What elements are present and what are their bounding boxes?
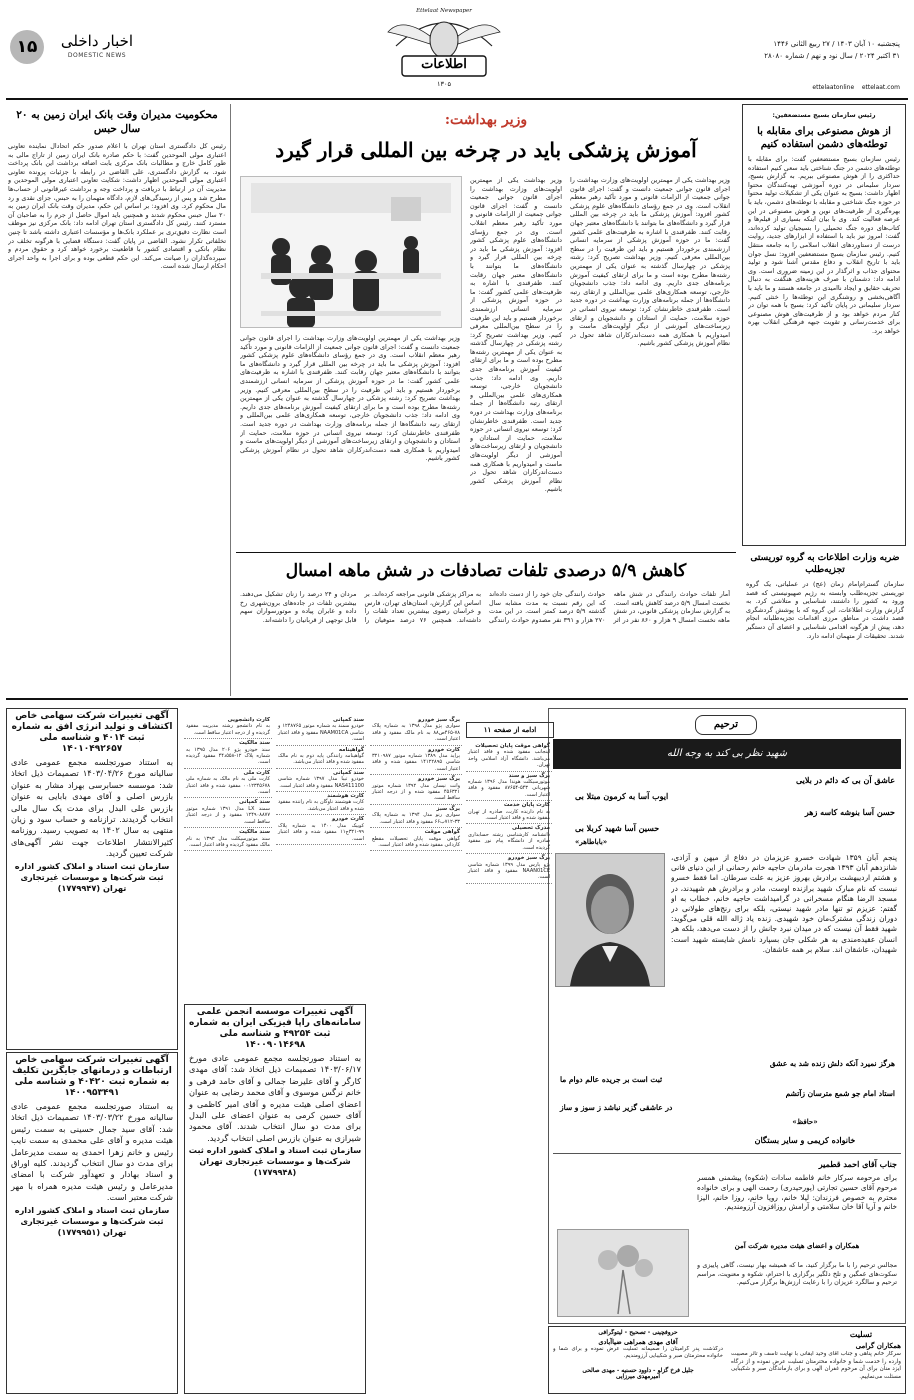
obituary-banner-text: شهید نظر بی کند به وجه الله [667, 748, 787, 759]
condolence-right-col [553, 1329, 723, 1391]
classified-notice [276, 792, 366, 815]
notice-heading: کارت دانشجویی [227, 717, 270, 723]
notices-col-3 [276, 716, 366, 996]
notices-col-2 [370, 716, 462, 1322]
notice-text: سواری رنو مدل ۱۳۹۴ به شماره پلاک ۳۳-۷۱۲ب۶۶ مفقود و فاقد اعتبار است. [372, 812, 460, 825]
social-handle-1[interactable]: ettelaatonline [812, 84, 855, 91]
newspaper-logo [382, 6, 506, 90]
classified-notice [466, 854, 552, 884]
condolence-title: تسلیت [849, 1329, 873, 1339]
funeral-company-ad: مجالس ترحیم را با ما برگزار کنید، ما که همیشه بهار نیست، گاهی پاییزی و سکوت‌های غمگین و تلخ دلگیر برگزاری با احترام، شکوه و معنویت، مراسم ترحیم و سالگرد عزیزان را با رعایت ارزش‌ها برگزار می‌کنیم. [697, 1261, 897, 1287]
obituary-body: پنجم آبان ۱۳۵۹ شهادت خسرو عزیزمان در دفاع از میهن و آزادی، شانزدهم آبان ۱۳۹۳ هجرت مادرمان حاجیه خانم رحمانی از این دنیای فانی و هشتم اردیبهشت برادرش بهروز عزیز به علت سرطان. اما فقط خسرو نبست که نام مبارک شهید برازنده اوست، مادر و برادرش هم شهیدند، در مسجد الرضا هنگام مسخرانی در گرامیداشت حاجیه خانم، خطاب به او گفتم: عزیزم تو تنها مادر شهید نیستی، بلکه برای رنج‌های طولانی در دوران زندگی مشترک‌مان خود شهیدی. زنده یاد ژاله الله قلی می‌گوید: شهید فقط آن نیست که در میدان نبرد جانش را از دست می‌دهد، بلکه هر انسان عقیده‌مندی به هر شکلی جان بسپارد نامش شایسته شهید است: شهیدان، عاشقان اند. سلام بر همه عاشقان. [671, 853, 897, 954]
classified-notice [184, 769, 272, 799]
notice-text: وانت نیسان مدل ۱۳۹۲ شماره موتور ۴۵۶۳۲۱ مفقود شده و از درجه اعتبار ساقط است. [372, 782, 460, 802]
classified-notice [276, 746, 366, 769]
classified-notice [370, 828, 462, 851]
logo-year: ۱۳۰۵ [437, 80, 451, 88]
obituary-box [548, 708, 906, 1324]
ad-3-title: آگهی تغییرات موسسه انجمن علمی سامانه‌های راپا فیزیکی ایران به شماره ثبت ۴۹۲۵۴ و شناسه ملی ۱۴۰۰۹۰۱۴۶۹۸ [189, 1007, 361, 1050]
flower-bouquet-icon [558, 1230, 688, 1316]
tourism-body: سازمان گسترام‌امام زمان (عج) در عملیاتی، یک گروه توریستی تجزیه‌طلب وابسته به رژیم صهیونیستی که قصد ورود به کشور را داشتند، شناسایی و متلاشی کرد. به گزارش وزارت اطلاعات، این گروه که با پوشش گردشگری قصد داشت در مناطق مرزی اقدامات تجزیه‌طلبانه انجام دهد، پیش از هرگونه اقدامی شناسایی و اعضای آن دستگیر شدند. تحقیقات از متهمان ادامه دارد. [746, 580, 904, 640]
page-number: ۱۵ [16, 37, 38, 57]
notice-heading: برگ سبز [436, 805, 460, 812]
classified-notice [184, 716, 272, 739]
portrait-photo-icon [556, 854, 664, 986]
classified-notice [370, 775, 462, 805]
tribute-sign: همکاران و اعضای هیئت مدیره شرکت آمن [734, 1241, 860, 1250]
ad-2-sign: سازمان ثبت اسناد و املاک کشور اداره ثبت شرکت‌ها و موسسات غیرتجاری تهران (۱۷۷۹۹۵۱) [14, 1204, 170, 1237]
continue-label: ادامه از صفحه ۱۱ [483, 725, 537, 734]
condolence-sign-2: حروفچینی - تصحیح - لیتوگرافی [598, 1329, 678, 1336]
classified-notice [466, 801, 552, 824]
obituary-poem-source: «حافظ» [792, 1117, 818, 1126]
funeral-ad-image [557, 1229, 689, 1317]
main-kicker: وزیر بهداشت: [444, 112, 528, 128]
ad-3-body: به استناد صورتجلسه مجمع عمومی عادی مورخ ۱۴۰۳/۰۶/۱۷ تصمیمات ذیل اتخاذ شد: آقای مهدی کارگر و آقای علیرضا جمالی و آقای حامد فرهی و خانم نرگس موسوی و آقای محمد رضایی به عنوان اعضای اصلی هیئت مدیره و آقای امیر کاظمی و آقای حسین کرمی به عنوان اعضای علی البدل برای مدت دو سال انتخاب شدند. آقای محمود شیرازی به عنوان بازرس اصلی انتخاب گردید. [189, 1053, 361, 1143]
obituary-verse-2: ایوب آسا به کرمون مبتلا بی [575, 791, 669, 801]
notice-text: سمند LX مدل ۱۳۹۱ شماره موتور ۱۲۴۹۰۸۸۷۷ مفقود و از درجه اعتبار ساقط است. [186, 805, 270, 825]
masthead-rule [6, 98, 908, 100]
notice-heading: کارت خودرو [331, 816, 364, 823]
left-column-rule [230, 104, 231, 696]
notice-heading: کارت پایان خدمت [503, 802, 550, 809]
photo-classroom-icon [241, 177, 461, 327]
notice-text: کوییک مدل ۱۴۰۰ به شماره پلاک ۹۹-۳۲۱ج۱۱ مفقود شده و فاقد اعتبار است. [278, 822, 365, 842]
classified-notice [276, 716, 366, 746]
social-handle-2[interactable]: ettelaat.com [861, 84, 900, 91]
notice-heading: سند کمپانی [333, 769, 364, 776]
ad-2-body: به استناد صورتجلسه مجمع عمومی عادی سالیانه مورخ ۱۴۰۳/۰۳/۲۲ تصمیمات ذیل اتخاذ شد: آقای سید جمال حسینی به سمت رئیس هیئت مدیره و آقای علی محمدی به سمت نایب رئیس و خانم زهرا احمدی به سمت مدیرعامل برای مدت دو سال انتخاب گردیدند. کلیه اوراق و اسناد بهادار و تعهدآور شرکت با امضای مدیرعامل و رئیس هیئت مدیره همراه با مهر شرکت معتبر است. [11, 1101, 173, 1203]
obituary-title: ترحیم [713, 719, 739, 730]
condolence-panel [548, 1326, 906, 1394]
classified-notice [466, 824, 552, 854]
condolence-head-2: آقای مهدی همراهی ضیاآبادی [598, 1338, 678, 1346]
section-title: اخبار داخلی [60, 32, 134, 50]
obituary-verse-3: حسن آسا بنوشه کاسه زهر [804, 807, 895, 817]
notice-heading: کارت هوشمند [327, 793, 364, 800]
classified-notice [276, 769, 366, 792]
classroom-photo [240, 176, 462, 328]
notice-text: موتورسیکلت هوندا مدل ۱۳۹۶ شماره شهربانی ۵۴۳-۸۷۶۵۴ مفقود و فاقد اعتبار است. [468, 779, 550, 798]
ad-1-sign: سازمان ثبت اسناد و املاک کشور اداره ثبت شرکت‌ها و موسسات غیرتجاری تهران (۱۷۷۹۹۴۷) [14, 860, 170, 893]
top-right-article [742, 104, 906, 546]
article-kicker: رئیس سازمان بسیج مستضعفین: [772, 111, 876, 119]
crash-rule [236, 552, 736, 553]
main-body-col3: وزیر بهداشت یکی از مهمترین اولویت‌های وزارت بهداشت را اجرای قانون جوانی جمعیت دانست و گفت: اجرای قانون جوانی جمعیت از الزامات قانونی و مورد تأکید رهبر معظم انقلاب است. وی در جمع رؤسای دانشگاه‌های علوم پزشکی کشور افزود: آموزش پزشکی ما باید در چرخه بین المللی قرار گیرد و دانشگاه‌های ما بتوانند با دانشگاه‌های معتبر جهان رقابت کنند. ظفرقندی با اشاره به ظرفیت‌های علمی کشور گفت: ما در حوزه آموزش پزشکی از سرمایه انسانی ارزشمندی برخوردار هستیم و باید این ظرفیت را در سطح بین‌المللی معرفی کنیم. وزیر بهداشت تصریح کرد: رشته پزشکی در چهارسال گذشته به عنوان یکی از مهمترین رشته‌ها مطرح بوده است و ما برای ارتقای کیفیت آموزش برنامه‌های جدی داریم. وی ادامه داد: جذب دانشجویان خارجی، توسعه همکاری‌های علمی بین‌المللی و ارتقای رتبه دانشگاه‌ها از جمله برنامه‌های وزارت بهداشت در دوره جدید است. ظفرقندی خاطرنشان کرد: توسعه نیروی انسانی در حوزه سلامت، حمایت از استادان و دانشجویان و ارتقای زیرساخت‌های آموزشی از دیگر اولویت‌های ماست و امیدواریم با همکاری همه دست‌اندرکاران شاهد تحول در نظام آموزش پزشکی کشور باشیم. [240, 334, 460, 463]
notices-col-4 [184, 716, 272, 996]
notice-heading: سند مالکیت [239, 829, 270, 836]
notice-heading: گواهی موقت پایان تحصیلات [475, 743, 550, 749]
obituary-poem-2: ثبت است بر جریده عالم دوام ما [560, 1075, 663, 1084]
tribute-head: جناب آقای احمد قطمیر [818, 1159, 897, 1169]
main-body-col1: وزیر بهداشت یکی از مهمترین اولویت‌های وزارت بهداشت را اجرای قانون جوانی جمعیت دانست و گفت: اجرای قانون جوانی جمعیت از الزامات قانونی و مورد تأکید رهبر معظم انقلاب است. وی در جمع رؤسای دانشگاه‌های علوم پزشکی کشور افزود: آموزش پزشکی ما باید در چرخه بین المللی قرار گیرد و دانشگاه‌های ما بتوانند با دانشگاه‌های معتبر جهان رقابت کنند. ظفرقندی با اشاره به ظرفیت‌های علمی کشور گفت: ما در حوزه آموزش پزشکی از سرمایه انسانی ارزشمندی برخوردار هستیم و باید این ظرفیت را در سطح بین‌المللی معرفی کنیم. وزیر بهداشت تصریح کرد: رشته پزشکی در چهارسال گذشته به عنوان یکی از مهمترین رشته‌ها مطرح بوده است و ما برای ارتقای کیفیت آموزش برنامه‌های جدی داریم. وی ادامه داد: جذب دانشجویان خارجی، توسعه همکاری‌های علمی بین‌المللی و ارتقای رتبه دانشگاه‌ها از جمله برنامه‌های وزارت بهداشت در دوره جدید است. ظفرقندی خاطرنشان کرد: توسعه نیروی انسانی در حوزه سلامت، حمایت از استادان و دانشجویان و ارتقای زیرساخت‌های آموزشی از دیگر اولویت‌های ماست و امیدواریم با همکاری همه دست‌اندرکاران شاهد تحول در نظام آموزش پزشکی کشور باشیم. [470, 176, 562, 494]
left-body: رئیس کل دادگستری استان تهران با اعلام صدور حکم اتحادال نماینده تعاونی اعتباری مولی الموحدین گفت: با حکم صادره بانک ایران زمین از تاراج مالی به طور کامل خارج و مطالبات بانک مرکزی بابت اضافه برداشت این بانک پرداخت شود. به گزارش دادگستری، علی القاضی در رابطه با جزئیات پرونده تعاونی اعتباری مولی الموحدین اظهار داشت: شکایت تعاونی اعتباری مولی الموحدین و مدیریت آن در ارتباط با دریافت و پرداخت وجه و برداشت غیرقانونی از حساب‌ها مطرح شد و پس از رسیدگی‌های لازم، دادگاه متهمان را به حبس، جزای نقدی و رد مال محکوم کرد. وی افزود: بر اساس این حکم، مدیران وقت بانک ایران زمین به ۲۰ سال حبس محکوم شدند و همچنین باید اموال حاصل از جرم را به صاحبان آن مسترد کنند. رئیس کل دادگستری استان تهران ادامه داد: بانک مرکزی نیز موظف است نظارت دقیق‌تری بر عملکرد بانک‌ها و مؤسسات اعتباری داشته باشد تا چنین تخلفاتی تکرار نشود. القاضی در پایان گفت: دستگاه قضایی با هرگونه تخلف در نظام بانکی و اقتصادی کشور با قاطعیت برخورد خواهد کرد و حقوق مردم و سپرده‌گذاران را صیانت می‌کند. این حکم قطعی بوده و برای اجرا به واحد اجرای احکام ارسال شده است. [8, 142, 226, 271]
obituary-poem-4: در عاشقی گزیر نباشد ز سوز و ساز [560, 1103, 673, 1112]
notice-text: کارت هوشمند ناوگان به نام راننده مفقود شده و فاقد اعتبار می‌باشد. [278, 799, 364, 812]
obituary-inner-rule [553, 1153, 901, 1154]
notice-text: به نام دارنده کارت، صادره از تهران مفقود شده و فاقد اعتبار است. [468, 808, 550, 822]
notice-heading: گواهی موقت [424, 829, 460, 836]
masthead [0, 0, 914, 100]
continue-label-box [466, 722, 554, 738]
classified-notice [370, 716, 462, 746]
obituary-family: خانواده کریمی و سایر بستگان [754, 1135, 856, 1145]
issue-number: ۳۱ اکتبر ۲۰۲۴ / سال نود و نهم / شماره ۲۸۰۸۰ [764, 52, 900, 60]
social-handle [640, 84, 900, 91]
notice-text: خودرو تیبا مدل ۱۳۹۷ شماره شاسی NAS411100 مفقود و فاقد اعتبار است. [278, 776, 364, 789]
company-ad-3 [184, 1004, 366, 1394]
notice-text: گواهینامه رانندگی پایه دوم به نام مالک مفقود شده و فاقد اعتبار می‌باشد. [278, 753, 364, 766]
obituary-banner [553, 739, 901, 769]
classified-notice [184, 739, 272, 769]
ad-2-title: آگهی تغییرات شرکت سهامی خاص ارتباطات و درمانهای جایگزین تکلیف به شماره ثبت ۴۰۴۲۰ و شناسه ملی ۱۴۰۰۹۵۳۴۹۱ [12, 1055, 172, 1098]
logo-caption: Ettelaat Newspaper [416, 8, 472, 14]
company-ad-2 [6, 1052, 178, 1394]
notice-heading: کارت خودرو [427, 746, 460, 753]
notice-text: به نام دانشجو رشته مدیریت مفقود گردیده و از درجه اعتبار ساقط است. [186, 723, 270, 736]
issue-date: پنجشنبه ۱۰ آبان ۱۴۰۳ / ۲۷ ربیع الثانی ۱۴۴۶ [773, 40, 900, 48]
tribute-body: برای مرحومه سرکار خانم فاطمه سادات (شکوه) پیشمنی همسر مرحوم آقای حسین تجارتی (پورحیدری) رحمت الهی و برای خانواده محترم به خصوص فرزندان: لیلا خانم، رویا خانم، روزا خانم، الیزا خانم و آریا آقا خان سلامتی و آرامش روزافزون آرزومندیم. [697, 1173, 897, 1212]
notice-heading: برگ سبز خودرو [418, 776, 460, 783]
notice-text: گواهی موقت پایان تحصیلات مقطع کاردانی مفقود شده و فاقد اعتبار است. [372, 835, 460, 848]
classified-notice [466, 772, 552, 802]
classified-notice [466, 742, 552, 772]
notice-text: پراید مدل ۱۳۸۹ شماره موتور ۳۲۱۰۹۸۷ شاسی ۱۴۱۲۲۸۹۵ مفقود شده و فاقد اعتبار است. [372, 753, 460, 772]
classified-notice [184, 798, 272, 828]
martyr-portrait [555, 853, 665, 987]
notice-heading: کارت ملی [243, 769, 270, 776]
notice-heading: مدرک تحصیلی [511, 825, 550, 832]
obituary-verse-1: عاشق آن بی که دائم در بلایی [795, 775, 895, 785]
notice-heading: سند کمپانی [333, 717, 364, 723]
company-ad-1 [6, 708, 178, 1050]
condolence-sign-3: جلیل فرخ گزلو - داوود حسنیه - مهدی صالحی [582, 1368, 694, 1374]
ad-1-body: به استناد صورتجلسه مجمع عمومی عادی سالیانه مورخ ۱۴۰۳/۰۴/۲۶ تصمیمات ذیل اتخاذ شد: موسسه حسابرسی بهراد مشار به عنوان بازرس اصلی و آقای مهدی بابایی به عنوان بازرس علی البدل برای مدت یک سال مالی انتخاب گردیدند. ترازنامه و حساب سود و زیان منتهی به سال ۱۴۰۲ به تصویب رسید. روزنامه کثیرالانتشار اطلاعات جهت نشر آگهی‌های شرکت تعیین گردید. [11, 757, 173, 859]
classified-notice [370, 805, 462, 828]
notice-text: اینجانب مفقود شده و فاقد اعتبار می‌باشد. دانشگاه آزاد اسلامی واحد تهران. [468, 749, 550, 769]
article-body: رئیس سازمان بسیج مستضعفین گفت: برای مقابله با توطئه‌های دشمن در جنگ شناختی باید سعی کنیم استفاده حداکثری را از هوش مصنوعی ببریم. به گزارش بسیج، سردار سلیمانی در دوره آموزشی تهیه‌کنندگان محتوا اظهار داشت: بسیج به عنوان یکی از تشکیلات تولید محتوا در حوزه جنگ شناختی و مقابله با توطئه‌های دشمن، باید با بهره‌گیری از ظرفیت‌های نوین و هوش مصنوعی در این عرصه فعالیت کند. وی با بیان اینکه بسیاری از فیلم‌ها و کتاب‌های دوره جنگ تحمیلی را بسیجیان تولید کرده‌اند، گفت: امروز نیز باید با استفاده از ابزارهای جدید، روایت درست از دستاوردهای انقلاب اسلامی را به جامعه منتقل کنیم. رئیس سازمان بسیج مستضعفین افزود: نسل جوان باید با تاریخ انقلاب و دفاع مقدس آشنا شود و تولید محتوای جذاب و اثرگذار در این زمینه ضروری است. وی ادامه داد: دشمنان با صرف هزینه‌های هنگفت به دنبال تحریف حقایق و ایجاد ناامیدی در جامعه هستند و ما باید با آگاهی‌بخشی و روشنگری این توطئه‌ها را خنثی کنیم. سردار سلیمانی در پایان تأکید کرد: بسیج با همه توان در کنار مردم خواهد بود و از ظرفیت‌های هوش مصنوعی برای خدمت‌رسانی و تقویت جبهه فرهنگی انقلاب بهره خواهد برد. [748, 155, 900, 335]
obituary-poem-1: هرگز نمیرد آنکه دلش زنده شد به عشق [769, 1059, 895, 1068]
obituary-verse-source: «باباطاهر» [575, 837, 608, 846]
notice-heading: برگ سبز خودرو [508, 855, 550, 862]
condolence-head: همکاران گرامی [855, 1341, 901, 1350]
condolence-sign-4: امیرمهدی میرزایی [616, 1374, 660, 1380]
main-body-col2: وزیر بهداشت یکی از مهمترین اولویت‌های وزارت بهداشت را اجرای قانون جوانی جمعیت دانست و گفت: اجرای قانون جوانی جمعیت از الزامات قانونی و مورد تأکید رهبر معظم انقلاب است. وی در جمع رؤسای دانشگاه‌های علوم پزشکی کشور افزود: آموزش پزشکی ما باید در چرخه بین المللی قرار گیرد و دانشگاه‌های ما بتوانند با دانشگاه‌های معتبر جهان رقابت کنند. ظفرقندی با اشاره به ظرفیت‌های علمی کشور گفت: ما در حوزه آموزش پزشکی از سرمایه انسانی ارزشمندی برخوردار هستیم و باید این ظرفیت را در سطح بین‌المللی معرفی کنیم. وزیر بهداشت تصریح کرد: رشته پزشکی در چهارسال گذشته به عنوان یکی از مهمترین رشته‌ها مطرح بوده است و ما برای ارتقای کیفیت آموزش برنامه‌های جدی داریم. وی ادامه داد: جذب دانشجویان خارجی، توسعه همکاری‌های علمی بین‌المللی و ارتقای رتبه دانشگاه‌ها از جمله برنامه‌های وزارت بهداشت در دوره جدید است. ظفرقندی خاطرنشان کرد: توسعه نیروی انسانی در حوزه سلامت، حمایت از استادان و دانشجویان و ارتقای زیرساخت‌های آموزشی از دیگر اولویت‌های ماست و امیدواریم با همکاری همه دست‌اندرکاران شاهد تحول در نظام آموزش پزشکی کشور باشیم. [570, 176, 730, 348]
notice-text: سند خودرو پژو ۲۰۶ مدل ۱۳۹۵ به شماره پلاک ۱۲-۵۵۸د۴۴ مفقود گردیده است. [186, 746, 270, 766]
classified-notice [276, 815, 366, 845]
notice-heading: برگ سبز خودرو [418, 717, 460, 723]
section-title-en: DOMESTIC NEWS [67, 52, 127, 59]
main-headline: آموزش پزشکی باید در چرخه بین المللی قرار گیرد [275, 138, 697, 162]
notice-heading: گواهینامه [338, 746, 364, 753]
notice-text: سند موتورسیکلت مدل ۱۳۹۳ به نام مالک مفقود گردیده و فاقد اعتبار است. [186, 835, 271, 848]
obituary-verse-4: حسین آسا شهید کربلا بی [575, 823, 660, 833]
notice-heading: سند مالکیت [239, 740, 270, 747]
obituary-poem-3: استاد امام جو شمع مترسان زآتشم [785, 1089, 895, 1098]
logo-emblem-icon [382, 6, 506, 90]
notice-text: دانشنامه کارشناسی رشته حسابداری صادره از دانشگاه پیام نور مفقود گردیده است. [468, 831, 550, 851]
condolence-body: سرکار خانم پناهی و جناب آقای وحید ایقانی با نهایت تأسف و تأثر مصیبت وارده را خدمت شما و خانواده محترمتان تسلیت عرض نموده و از درگاه ایزد منان برای آن مرحوم غفران الهی و برای بازماندگان صبر و شکیبایی مسئلت می‌نماییم. [731, 1351, 901, 1380]
left-headline: محکومیت مدیران وقت بانک ایران زمین به ۲۰ سال حبس [16, 109, 218, 135]
mid-page-rule [6, 698, 908, 700]
classified-notice [370, 746, 462, 776]
notice-heading: سند کمپانی [239, 799, 270, 806]
crash-body: آمار تلفات حوادث رانندگی در شش ماهه نخست امسال ۵/۹ درصد کاهش یافته است. به گزارش سازمان پزشکی قانونی، در شش ماهه نخست امسال ۹ هزار و ۸۶۰ نفر در اثر حوادث رانندگی جان خود را از دست داده‌اند که این رقم نسبت به مدت مشابه سال گذشته ۵/۹ درصد کمتر است. در این مدت ۲۷۰ هزار و ۳۹۱ نفر مصدوم حوادث رانندگی به مراکز پزشکی قانونی مراجعه کرده‌اند. بر اساس این گزارش، استان‌های تهران، فارس و خراسان رضوی بیشترین تعداد تلفات را داشته‌اند. همچنین ۷۶ درصد متوفیان را مردان و ۲۴ درصد را زنان تشکیل می‌دهند. بیشترین تلفات در جاده‌های برون‌شهری رخ داده و عابران پیاده و موتورسواران سهم قابل توجهی از قربانیان را داشته‌اند. [240, 590, 730, 624]
notice-text: پژو پارس مدل ۱۳۹۹ شماره شاسی NAAN01CE مفقود و فاقد اعتبار است. [468, 861, 551, 881]
notice-text: سواری پژو مدل ۱۳۹۸ به شماره پلاک ۷۸-۴۶۵ص۸۸ به نام مالک مفقود و فاقد اعتبار است. [372, 723, 460, 743]
classified-notice [184, 828, 272, 851]
ad-1-title: آگهی تغییرات شرکت سهامی خاص اکتشاف و تولید انرژی افق به شماره ثبت ۴۰۱۴ و شناسه ملی ۱۴۰۱۰۴۹۲۶۵۷ [11, 711, 173, 754]
obituary-title-wrap [695, 715, 757, 735]
crash-headline: کاهش ۵/۹ درصدی تلفات تصادفات در شش ماهه امسال [285, 561, 687, 581]
condolence-body-2: درگذشت پدر گرامیتان را صمیمانه تسلیت عرض نموده و برای شما و خانواده محترمتان صبر و شکیبایی آرزومندیم. [553, 1346, 723, 1359]
logo-text: اطلاعات [421, 57, 467, 72]
notice-text: کارت ملی به نام مالک به شماره ملی ۰۰۱۲۳۴۵۶۷۸ مفقود شده و فاقد اعتبار است. [186, 776, 270, 796]
tourism-headline: ضربه وزارت اطلاعات به گروه توریستی تجزیه‌طلب [750, 553, 900, 575]
notice-text: خودرو سمند به شماره موتور ۱۲۴۸۷۶۵ و شاسی NAAM01CA مفقود و فاقد اعتبار است. [278, 723, 364, 743]
article-headline: از هوش مصنوعی برای مقابله با توطئه‌های دشمن استفاده کنیم [757, 126, 891, 150]
notice-heading: برگ سبز و سند [508, 772, 550, 779]
notices-col-1 [466, 742, 552, 1322]
ad-3-sign: سازمان ثبت اسناد و املاک کشور اداره ثبت شرکت‌ها و موسسات غیرتجاری تهران (۱۷۷۹۹۴۸) [188, 1145, 362, 1178]
